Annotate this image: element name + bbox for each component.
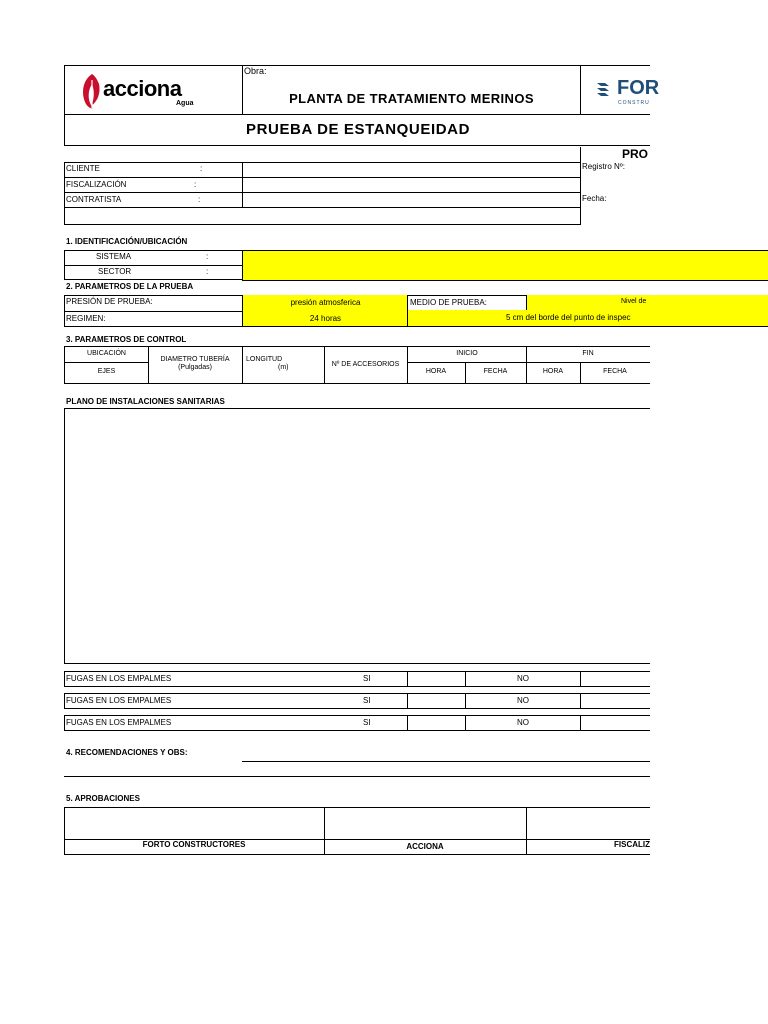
client-line-2 (64, 192, 581, 193)
medio-value-text: Nivel de (621, 298, 647, 305)
hora-inicio-header: HORA (425, 368, 447, 375)
fugas-si: SI (363, 696, 371, 705)
fin-header: FIN (582, 350, 594, 357)
obra-label: Obra: (244, 66, 267, 76)
fugas-si: SI (363, 674, 371, 683)
forto-stripes-icon (595, 81, 615, 99)
fiscaliz-approval-label: FISCALIZ (614, 840, 650, 849)
fugas-no-box-2[interactable] (580, 693, 650, 709)
m-header: (m) (278, 364, 289, 371)
fecha-inicio-header: FECHA (483, 368, 508, 375)
control-h2 (407, 362, 650, 363)
section4-title: 4. RECOMENDACIONES Y OBS: (66, 748, 188, 757)
control-h1 (64, 362, 149, 363)
client-line-1 (64, 177, 581, 178)
registro-label: Registro Nº: (582, 162, 625, 171)
inicio-header: INICIO (456, 350, 478, 357)
fugas-label: FUGAS EN LOS EMPALMES (66, 718, 172, 727)
signature-box-acciona[interactable] (325, 808, 526, 839)
presion-label: PRESIÓN DE PRUEBA: (66, 297, 153, 306)
fecha-fin-header: FECHA (603, 368, 627, 375)
fiscalizacion-colon: : (194, 180, 197, 189)
acciona-leaf-icon (79, 72, 105, 110)
fugas-row-3 (64, 715, 650, 731)
regimen-value[interactable] (242, 310, 408, 327)
fugas-si-box-3[interactable] (407, 715, 466, 731)
plano-drawing-area[interactable] (64, 408, 650, 664)
fugas-label: FUGAS EN LOS EMPALMES (66, 674, 172, 683)
header-logo-right-cell (580, 65, 660, 115)
sistema-label: SISTEMA (96, 252, 132, 261)
recomendaciones-line-2[interactable] (64, 776, 650, 777)
section3-title: 3. PARAMETROS DE CONTROL (66, 335, 187, 344)
plano-title: PLANO DE INSTALACIONES SANITARIAS (66, 397, 225, 406)
forto-approval-label: FORTO CONSTRUCTORES (142, 840, 246, 849)
presion-value-text: presión atmosferica (290, 298, 361, 307)
forto-logo-text: FOR (617, 77, 660, 99)
recomendaciones-line-1[interactable] (242, 761, 650, 762)
parametros-line (64, 311, 242, 312)
fugas-label: FUGAS EN LOS EMPALMES (66, 696, 172, 705)
sistema-value-field[interactable] (242, 250, 768, 266)
project-name: PLANTA DE TRATAMIENTO MERINOS (289, 91, 534, 106)
diametro-header: DIAMETRO TUBERÍA (160, 356, 230, 363)
regimen-value-2-text: 5 cm del borde del punto de inspec (506, 313, 631, 322)
signature-box-forto[interactable] (65, 808, 324, 839)
forto-logo-sub: CONSTRU (618, 100, 650, 106)
document-code: PRO (622, 147, 649, 161)
fugas-no: NO (517, 674, 529, 683)
hora-fin-header: HORA (542, 368, 564, 375)
sector-colon: : (206, 267, 209, 276)
document-title: PRUEBA DE ESTANQUEIDAD (245, 121, 471, 138)
medio-label: MEDIO DE PRUEBA: (410, 298, 487, 307)
contratista-label: CONTRATISTA (66, 195, 122, 204)
fugas-no: NO (517, 718, 529, 727)
control-v2 (242, 346, 243, 384)
longitud-header: LONGITUD (246, 356, 283, 363)
signature-box-fiscaliz[interactable] (527, 808, 650, 839)
regimen-value-text: 24 horas (309, 313, 342, 323)
header-logo-cell (64, 65, 243, 115)
accesorios-header: Nº DE ACCESORIOS (331, 361, 400, 368)
section5-title: 5. APROBACIONES (66, 794, 140, 803)
cliente-label: CLIENTE (66, 164, 100, 173)
acciona-logo-sub: Agua (176, 100, 194, 107)
ejes-header: EJES (97, 368, 116, 375)
acciona-approval-label: ACCIONA (406, 842, 444, 851)
section1-title: 1. IDENTIFICACIÓN/UBICACIÓN (66, 237, 188, 246)
fugas-si-box-1[interactable] (407, 671, 466, 687)
fugas-no-box-3[interactable] (580, 715, 650, 731)
client-block (64, 162, 581, 225)
fugas-row-2 (64, 693, 650, 709)
fugas-no: NO (517, 696, 529, 705)
sector-label: SECTOR (98, 267, 132, 276)
regimen-value-2[interactable] (407, 310, 768, 327)
client-line-3 (64, 207, 581, 208)
title-row (64, 114, 650, 146)
fiscalizacion-label: FISCALIZACIÓN (66, 180, 127, 189)
regimen-label: REGIMEN: (66, 314, 106, 323)
client-divider (242, 162, 243, 208)
acciona-logo-text: acciona (103, 76, 182, 101)
contratista-colon: : (198, 195, 201, 204)
header-obra-cell (242, 65, 581, 115)
registro-block (580, 147, 581, 225)
sistema-colon: : (206, 252, 209, 261)
medio-value[interactable] (526, 295, 768, 311)
medio-label-cell (407, 295, 527, 311)
pulgadas-header: (Pulgadas) (178, 364, 212, 371)
fecha-label: Fecha: (582, 194, 607, 203)
fugas-si: SI (363, 718, 371, 727)
fugas-si-box-2[interactable] (407, 693, 466, 709)
section2-title: 2. PARAMETROS DE LA PRUEBA (66, 282, 194, 291)
cliente-colon: : (200, 164, 203, 173)
fugas-row-1 (64, 671, 650, 687)
identificacion-line (64, 265, 242, 266)
ubicacion-header: UBICACIÓN (87, 350, 126, 357)
presion-value[interactable] (242, 295, 408, 311)
sector-value-field[interactable] (242, 265, 768, 281)
fugas-no-box-1[interactable] (580, 671, 650, 687)
